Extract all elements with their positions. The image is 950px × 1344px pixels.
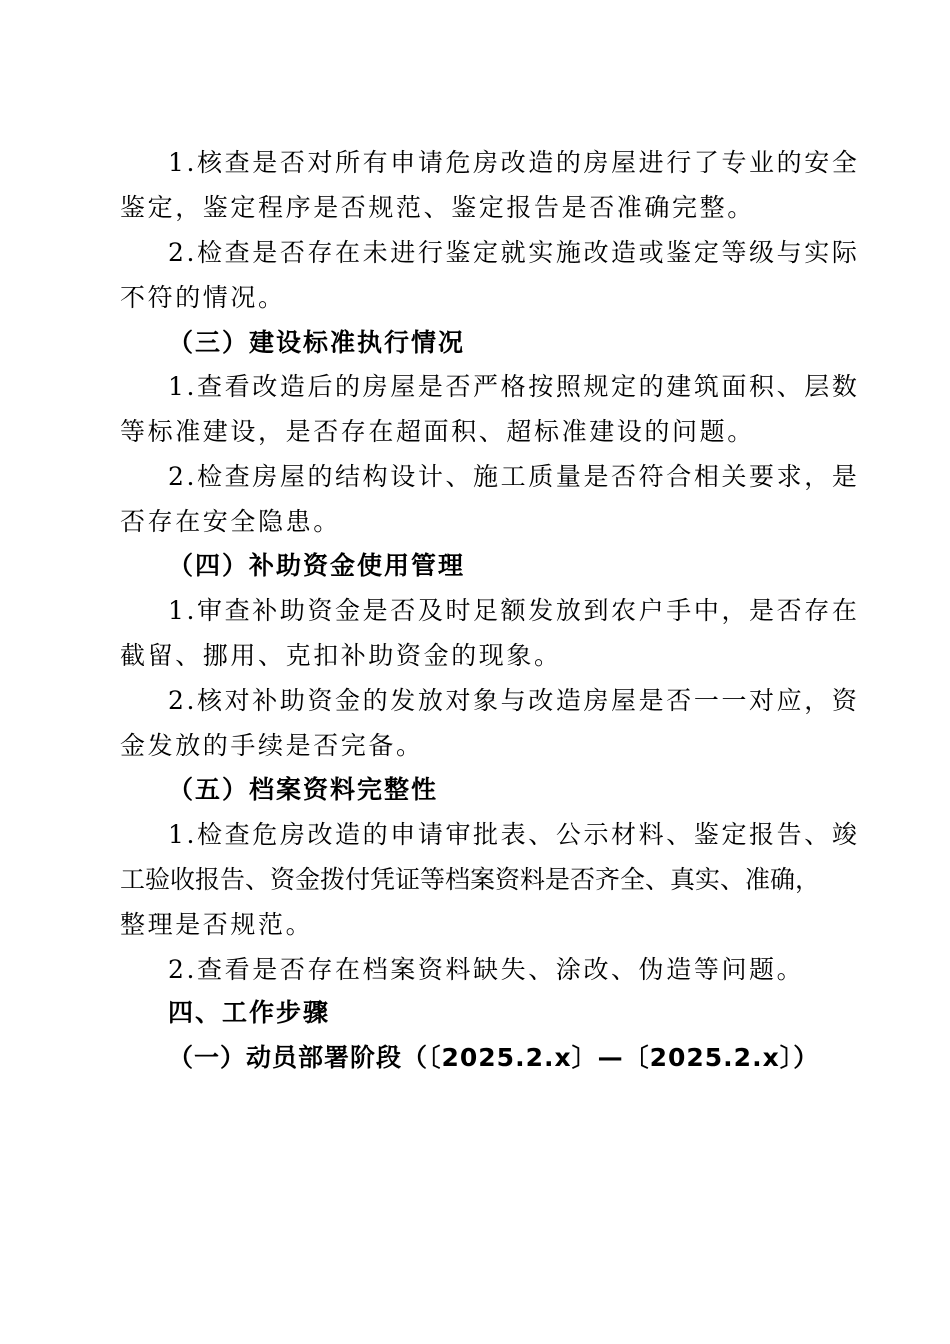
paragraph-line: 等标准建设，是否存在超面积、超标准建设的问题。 [120,417,755,446]
paragraph-line: 截留、挪用、克扣补助资金的现象。 [120,641,562,670]
section-heading: （三）建设标准执行情况 [168,328,466,357]
section-heading: （五）档案资料完整性 [168,775,439,804]
section-heading: （四）补助资金使用管理 [168,551,466,580]
paragraph-line: 2.核对补助资金的发放对象与改造房屋是否一一对应，资 [168,686,860,715]
paragraph-line: 工验收报告、资金拨付凭证等档案资料是否齐全、真实、准确， [120,865,821,894]
paragraph-line: 2.检查是否存在未进行鉴定就实施改造或鉴定等级与实际 [168,238,860,267]
paragraph-line: 鉴定，鉴定程序是否规范、鉴定报告是否准确完整。 [120,193,755,222]
paragraph-line: 1.检查危房改造的申请审批表、公示材料、鉴定报告、竣 [168,820,860,849]
paragraph-line: 2.查看是否存在档案资料缺失、涂改、伪造等问题。 [168,955,805,984]
paragraph-line: 不符的情况。 [120,283,286,312]
paragraph-line: 金发放的手续是否完备。 [120,731,424,760]
paragraph-line: 否存在安全隐患。 [120,507,341,536]
part-heading: 四、工作步骤 [168,998,331,1027]
paragraph-line: 1.审查补助资金是否及时足额发放到农户手中，是否存在 [168,596,860,625]
subsection-heading: （一）动员部署阶段（〔2025.2.x〕—〔2025.2.x〕） [168,1043,820,1072]
paragraph-line: 1.核查是否对所有申请危房改造的房屋进行了专业的安全 [168,148,860,177]
paragraph-line: 2.检查房屋的结构设计、施工质量是否符合相关要求，是 [168,462,860,491]
paragraph-line: 1.查看改造后的房屋是否严格按照规定的建筑面积、层数 [168,372,860,401]
paragraph-line: 整理是否规范。 [120,910,314,939]
